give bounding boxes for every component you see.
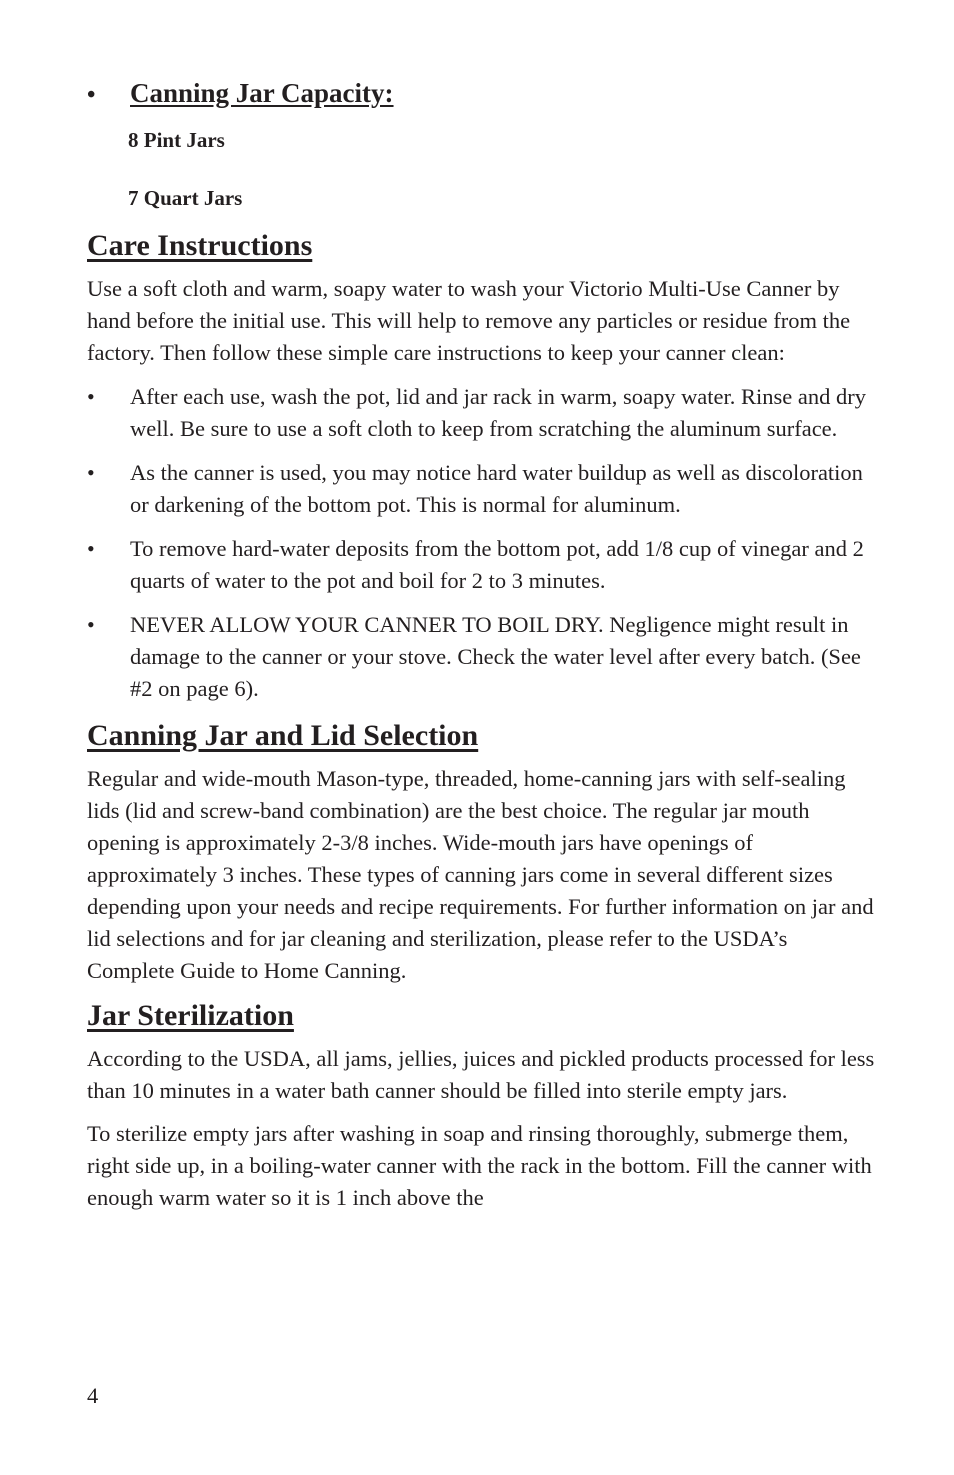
care-item-text: After each use, wash the pot, lid and jar rack in warm, soapy water. Rinse and dry well. Be sure to use a soft cloth to keep from scratching the aluminum surface. xyxy=(130,384,867,441)
capacity-bullet-item xyxy=(87,78,877,109)
list-item xyxy=(87,609,877,705)
bullet-marker: • xyxy=(87,82,96,108)
sterilization-paragraph-2: To sterilize empty jars after washing in soap and rinsing thoroughly, submerge them, right side up, in a boiling-water canner with the rack in the bottom. Fill the canner with enough warm water so it is 1 inch above the xyxy=(87,1121,872,1210)
document-page xyxy=(87,78,877,1214)
jar-sterilization-heading: Jar Sterilization xyxy=(87,999,294,1032)
capacity-pint-jars: 8 Pint Jars xyxy=(128,128,225,152)
care-item-text: To remove hard-water deposits from the bottom pot, add 1/8 cup of vinegar and 2 quarts of water to the pot and boil for 2 to 3 minutes. xyxy=(130,536,864,593)
care-item-text: As the canner is used, you may notice hard water buildup as well as discoloration or darkening of the bottom pot. This is normal for aluminum. xyxy=(130,460,863,517)
list-item xyxy=(87,457,877,521)
bullet-marker: • xyxy=(87,460,95,485)
list-item xyxy=(87,533,877,597)
bullet-marker: • xyxy=(87,612,95,637)
care-bullet-list xyxy=(87,381,877,705)
bullet-marker: • xyxy=(87,536,95,561)
jar-lid-selection-heading: Canning Jar and Lid Selection xyxy=(87,719,479,752)
page-number: 4 xyxy=(87,1383,99,1408)
care-instructions-heading: Care Instructions xyxy=(87,229,313,262)
list-item xyxy=(87,381,877,445)
care-intro-paragraph: Use a soft cloth and warm, soapy water to wash your Victorio Multi-Use Canner by hand before the initial use. This will help to remove any particles or residue from the factory. Then follow these simple care instructions to keep your canner clean: xyxy=(87,276,851,365)
jar-lid-selection-paragraph: Regular and wide-mouth Mason-type, threaded, home-canning jars with self-sealing lids (lid and screw-band combination) are the best choice. The regular jar mouth opening is approximately 2-3/8 inches. Wide-mouth jars have openings of approximately 3 inches. These types of canning jars come in several different sizes depending upon your needs and recipe requirements. For further information on jar and lid selections and for jar cleaning and sterilization, please refer to the USDA’s Complete Guide to Home Canning. xyxy=(87,766,874,983)
bullet-marker: • xyxy=(87,384,95,409)
capacity-heading: Canning Jar Capacity: xyxy=(130,78,394,108)
care-item-text: NEVER ALLOW YOUR CANNER TO BOIL DRY. Negligence might result in damage to the canner or your stove. Check the water level after every batch. (See #2 on page 6). xyxy=(130,612,861,701)
capacity-quart-jars: 7 Quart Jars xyxy=(128,186,243,210)
sterilization-paragraph-1: According to the USDA, all jams, jellies, juices and pickled products processed for less than 10 minutes in a water bath canner should be filled into sterile empty jars. xyxy=(87,1046,875,1103)
